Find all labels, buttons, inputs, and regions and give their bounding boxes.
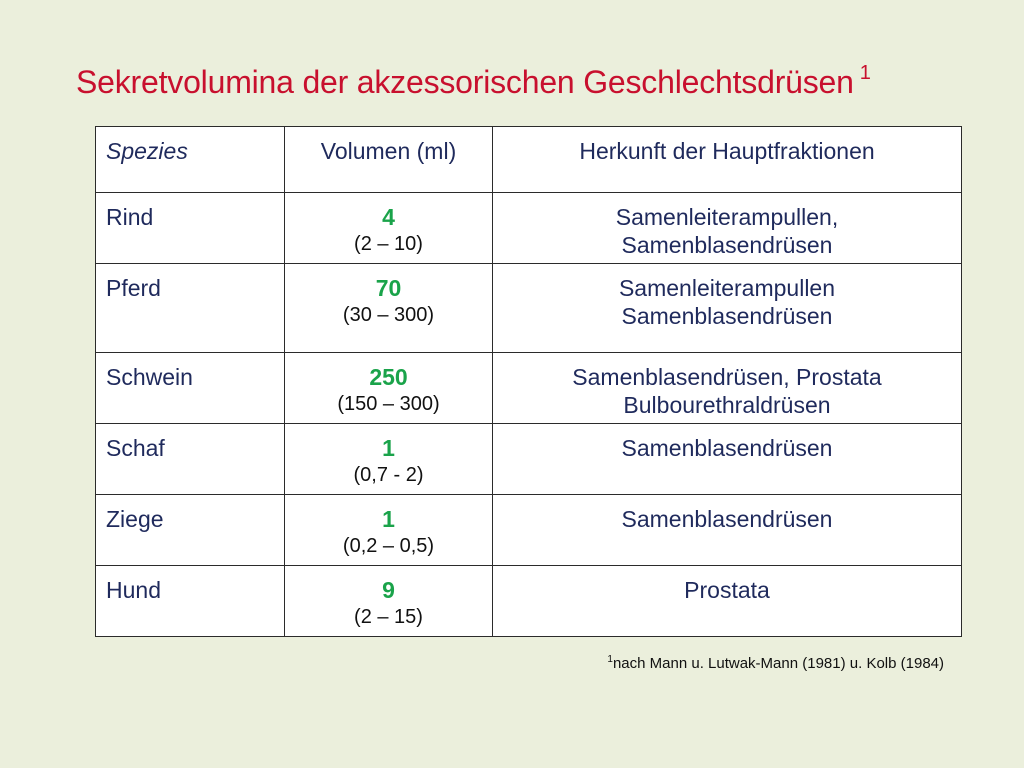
volume-value: 9 <box>382 577 395 603</box>
volume-range: (0,2 – 0,5) <box>342 535 435 557</box>
header-species: Spezies <box>96 127 285 193</box>
volume-range: (30 – 300) <box>342 304 435 326</box>
species-cell: Schwein <box>96 353 285 424</box>
volume-range: (0,7 - 2) <box>353 464 424 486</box>
table-row <box>96 424 962 495</box>
species-cell: Schaf <box>96 424 285 495</box>
volume-cell <box>285 495 493 566</box>
header-origin: Herkunft der Hauptfraktionen <box>493 127 962 193</box>
slide-title <box>76 62 871 101</box>
header-volume: Volumen (ml) <box>285 127 493 193</box>
origin-line: Samenblasendrüsen <box>621 303 833 329</box>
volume-cell <box>285 193 493 264</box>
origin-line: Prostata <box>684 577 770 603</box>
volume-range: (2 – 10) <box>354 233 423 255</box>
table-header-row <box>96 127 962 193</box>
origin-cell <box>493 495 962 566</box>
volume-value: 4 <box>382 204 395 230</box>
origin-line: Bulbourethraldrüsen <box>623 392 831 418</box>
slide-title-text: Sekretvolumina der akzessorischen Geschlechtsdrüsen <box>76 64 854 100</box>
origin-line: Samenblasendrüsen <box>621 435 833 461</box>
origin-cell <box>493 566 962 637</box>
species-cell: Rind <box>96 193 285 264</box>
origin-line: Samenblasendrüsen <box>621 232 833 258</box>
footnote-mark: 1 <box>607 654 613 665</box>
source-footnote <box>607 654 944 672</box>
origin-line: Samenleiterampullen, <box>615 204 839 230</box>
volume-cell <box>285 353 493 424</box>
origin-cell <box>493 353 962 424</box>
table-row <box>96 264 962 353</box>
table-row <box>96 495 962 566</box>
volume-cell <box>285 264 493 353</box>
table-row <box>96 353 962 424</box>
species-cell: Hund <box>96 566 285 637</box>
volume-value: 250 <box>369 364 408 390</box>
origin-cell <box>493 193 962 264</box>
table-row <box>96 193 962 264</box>
origin-line: Samenblasendrüsen <box>621 506 833 532</box>
volume-range: (150 – 300) <box>337 393 440 415</box>
origin-line: Samenblasendrüsen, Prostata <box>572 364 882 390</box>
table-row <box>96 566 962 637</box>
species-cell: Ziege <box>96 495 285 566</box>
volume-value: 70 <box>375 275 402 301</box>
origin-cell <box>493 264 962 353</box>
volume-range: (2 – 15) <box>354 606 423 628</box>
footnote-text: nach Mann u. Lutwak-Mann (1981) u. Kolb (1984) <box>612 655 944 672</box>
volume-value: 1 <box>382 435 395 461</box>
species-cell: Pferd <box>96 264 285 353</box>
title-footnote-mark: 1 <box>859 62 871 84</box>
secretion-volume-table <box>95 126 962 637</box>
origin-line: Samenleiterampullen <box>618 275 836 301</box>
volume-cell <box>285 566 493 637</box>
volume-cell <box>285 424 493 495</box>
volume-value: 1 <box>382 506 395 532</box>
origin-cell <box>493 424 962 495</box>
